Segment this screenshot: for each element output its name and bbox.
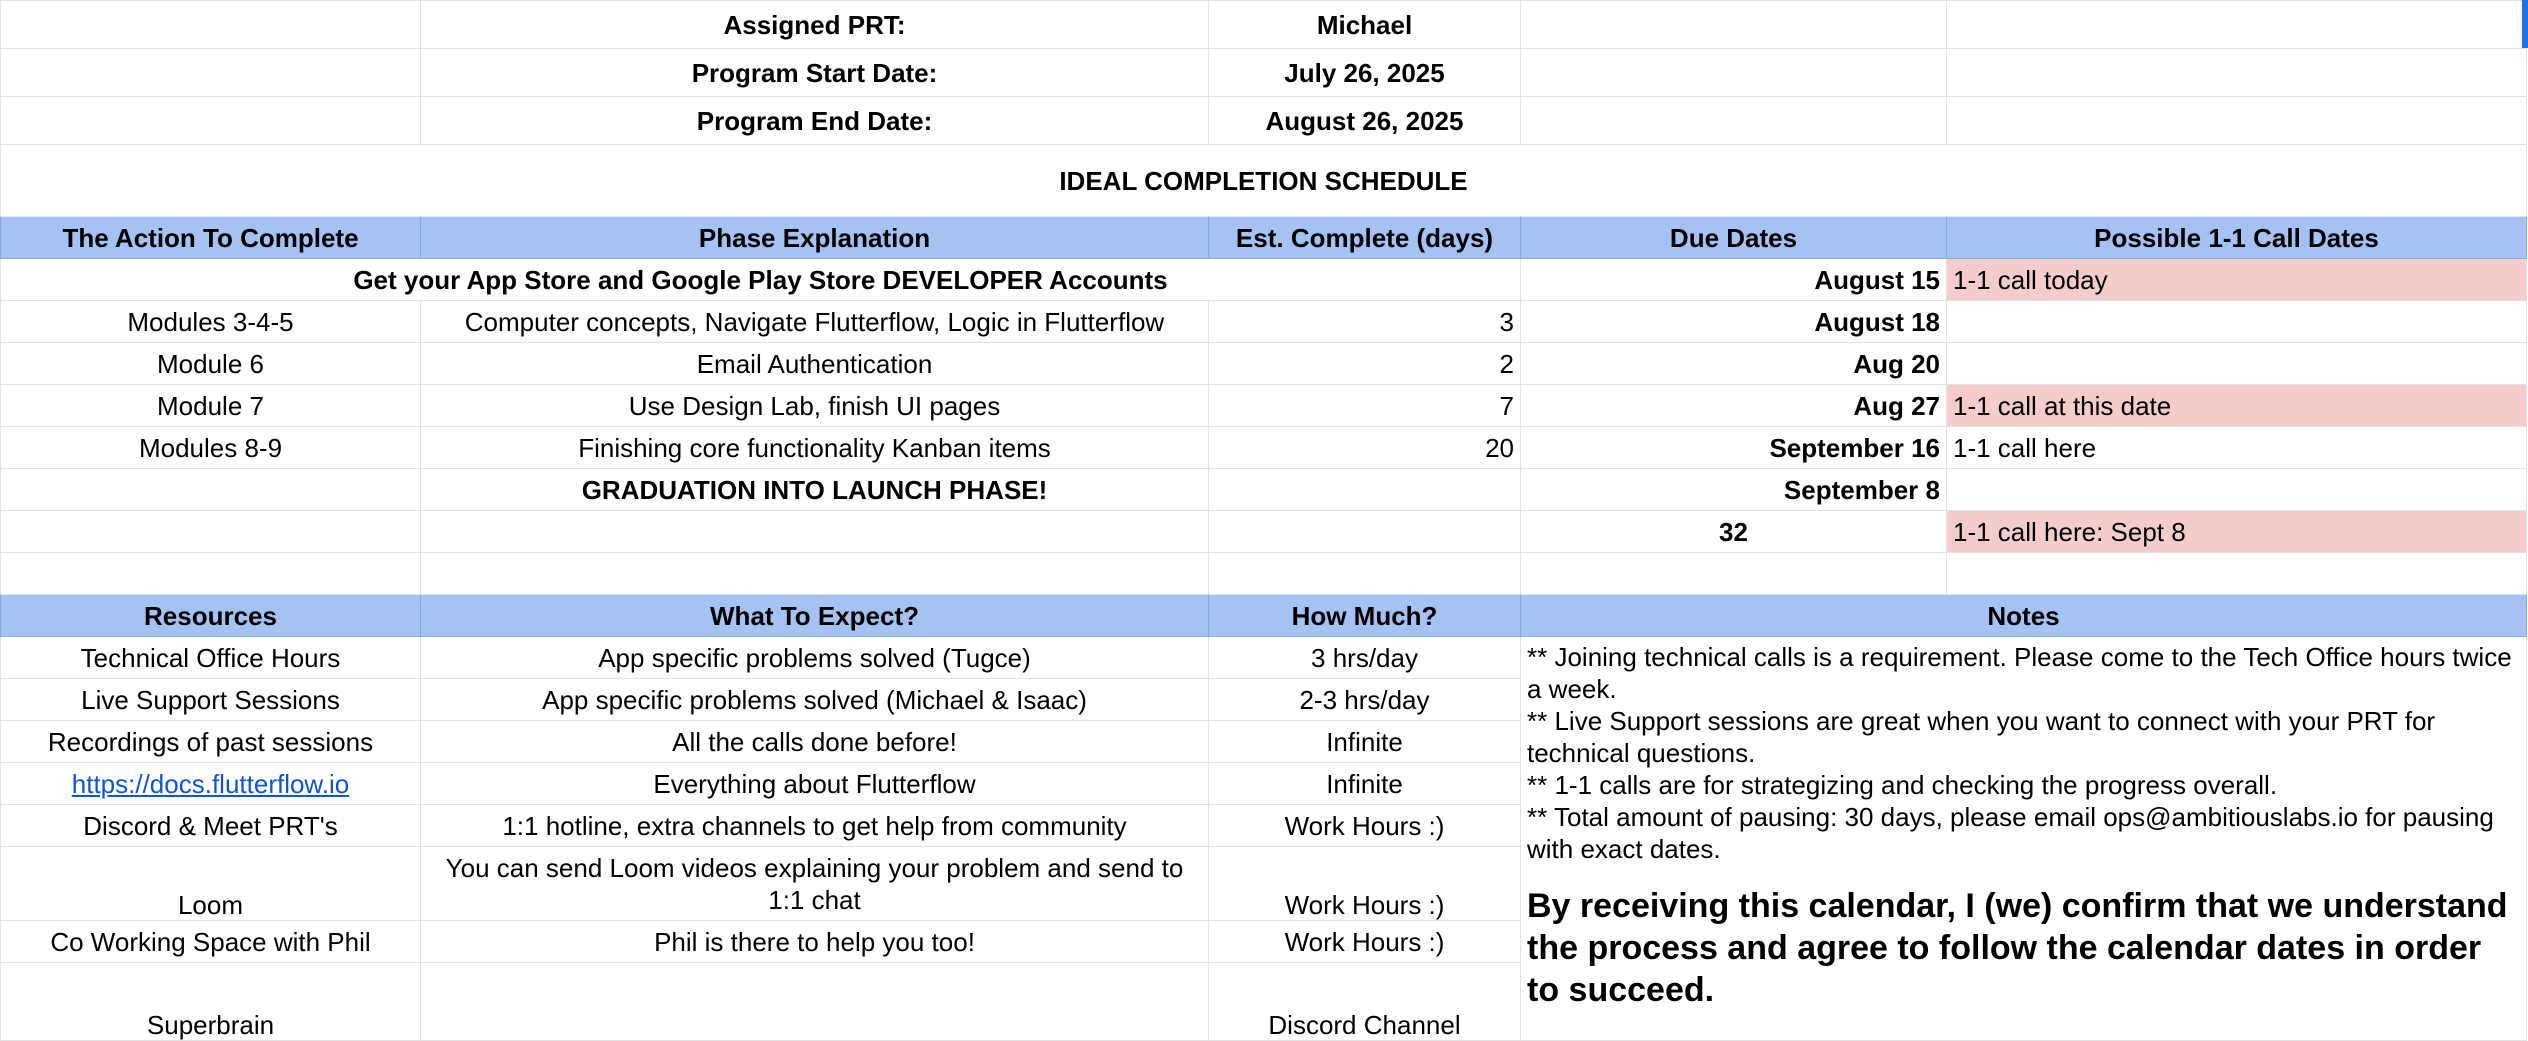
- col-header-days[interactable]: Est. Complete (days): [1209, 217, 1521, 259]
- cell[interactable]: [1, 97, 421, 145]
- resource-name[interactable]: Co Working Space with Phil: [1, 921, 421, 963]
- cell[interactable]: [1521, 97, 1947, 145]
- resource-expect[interactable]: [421, 963, 1209, 1041]
- flutterflow-docs-link[interactable]: https://docs.flutterflow.io: [71, 768, 350, 799]
- cell[interactable]: [1, 469, 421, 511]
- col-header-due[interactable]: Due Dates: [1521, 217, 1947, 259]
- assigned-prt-value[interactable]: Michael: [1209, 1, 1521, 49]
- cell[interactable]: [1947, 553, 2527, 595]
- cell[interactable]: [1209, 511, 1521, 553]
- cell[interactable]: [1521, 49, 1947, 97]
- total-days[interactable]: 32: [1521, 511, 1947, 553]
- call-date[interactable]: 1-1 call here: Sept 8: [1947, 511, 2527, 553]
- resource-name[interactable]: Discord & Meet PRT's: [1, 805, 421, 847]
- days-cell[interactable]: 3: [1209, 301, 1521, 343]
- col-header-expect[interactable]: What To Expect?: [421, 595, 1209, 637]
- resource-name[interactable]: Superbrain: [1, 963, 421, 1041]
- note-line: ** 1-1 calls are for strategizing and checking the progress overall.: [1527, 770, 2278, 800]
- col-header-notes[interactable]: Notes: [1521, 595, 2527, 637]
- selection-edge: [2522, 0, 2528, 48]
- program-start-label[interactable]: Program Start Date:: [421, 49, 1209, 97]
- resource-amount[interactable]: 2-3 hrs/day: [1209, 679, 1521, 721]
- action-cell[interactable]: Module 7: [1, 385, 421, 427]
- cell[interactable]: [421, 511, 1209, 553]
- cell[interactable]: [1, 553, 421, 595]
- call-date[interactable]: 1-1 call here: [1947, 427, 2527, 469]
- col-header-phase[interactable]: Phase Explanation: [421, 217, 1209, 259]
- cell[interactable]: [1209, 469, 1521, 511]
- phase-cell[interactable]: Computer concepts, Navigate Flutterflow, Logic in Flutterflow: [421, 301, 1209, 343]
- days-cell[interactable]: 2: [1209, 343, 1521, 385]
- confirmation-statement: By receiving this calendar, I (we) confirm that we understand the process and agree to follow the calendar dates in order to succeed.: [1527, 887, 2508, 1009]
- call-date[interactable]: [1947, 301, 2527, 343]
- resource-expect[interactable]: Everything about Flutterflow: [421, 763, 1209, 805]
- phase-cell[interactable]: Use Design Lab, finish UI pages: [421, 385, 1209, 427]
- call-date[interactable]: [1947, 343, 2527, 385]
- resource-amount[interactable]: Work Hours :): [1209, 847, 1521, 921]
- resource-name[interactable]: Recordings of past sessions: [1, 721, 421, 763]
- resource-amount[interactable]: Infinite: [1209, 763, 1521, 805]
- resource-amount[interactable]: Work Hours :): [1209, 805, 1521, 847]
- table-row: [1, 427, 2527, 469]
- resource-amount[interactable]: Infinite: [1209, 721, 1521, 763]
- due-date[interactable]: Aug 27: [1521, 385, 1947, 427]
- table-row: [1, 343, 2527, 385]
- col-header-action[interactable]: The Action To Complete: [1, 217, 421, 259]
- col-header-call[interactable]: Possible 1-1 Call Dates: [1947, 217, 2527, 259]
- phase-cell[interactable]: Email Authentication: [421, 343, 1209, 385]
- resource-amount[interactable]: Work Hours :): [1209, 921, 1521, 963]
- resource-amount[interactable]: 3 hrs/day: [1209, 637, 1521, 679]
- resource-expect[interactable]: You can send Loom videos explaining your problem and send to 1:1 chat: [421, 847, 1209, 921]
- program-end-label[interactable]: Program End Date:: [421, 97, 1209, 145]
- due-date[interactable]: September 8: [1521, 469, 1947, 511]
- call-date[interactable]: 1-1 call at this date: [1947, 385, 2527, 427]
- resource-expect[interactable]: Phil is there to help you too!: [421, 921, 1209, 963]
- phase-cell[interactable]: Finishing core functionality Kanban items: [421, 427, 1209, 469]
- cell[interactable]: [1, 511, 421, 553]
- schedule-title[interactable]: IDEAL COMPLETION SCHEDULE: [1, 145, 2527, 217]
- cell[interactable]: [1, 49, 421, 97]
- cell[interactable]: [1947, 1, 2527, 49]
- resource-expect[interactable]: 1:1 hotline, extra channels to get help from community: [421, 805, 1209, 847]
- cell[interactable]: [1521, 553, 1947, 595]
- graduation-label[interactable]: GRADUATION INTO LAUNCH PHASE!: [421, 469, 1209, 511]
- action-cell[interactable]: Modules 3-4-5: [1, 301, 421, 343]
- cell[interactable]: [1947, 469, 2527, 511]
- action-cell[interactable]: Module 6: [1, 343, 421, 385]
- cell[interactable]: [1947, 97, 2527, 145]
- resource-name[interactable]: Technical Office Hours: [1, 637, 421, 679]
- call-date[interactable]: 1-1 call today: [1947, 259, 2527, 301]
- col-header-resources[interactable]: Resources: [1, 595, 421, 637]
- cell[interactable]: [1521, 1, 1947, 49]
- cell[interactable]: [1, 1, 421, 49]
- due-date[interactable]: Aug 20: [1521, 343, 1947, 385]
- resource-amount[interactable]: Discord Channel: [1209, 963, 1521, 1041]
- resource-expect[interactable]: All the calls done before!: [421, 721, 1209, 763]
- days-cell[interactable]: 20: [1209, 427, 1521, 469]
- note-line: ** Total amount of pausing: 30 days, please email ops@ambitiouslabs.io for pausing with exact dates.: [1527, 802, 2494, 864]
- resource-name: [1, 763, 421, 805]
- notes-cell[interactable]: [1521, 637, 2527, 1041]
- intro-action[interactable]: Get your App Store and Google Play Store DEVELOPER Accounts: [1, 259, 1521, 301]
- cell[interactable]: [421, 553, 1209, 595]
- assigned-prt-label[interactable]: Assigned PRT:: [421, 1, 1209, 49]
- resource-expect[interactable]: App specific problems solved (Tugce): [421, 637, 1209, 679]
- program-start-value[interactable]: July 26, 2025: [1209, 49, 1521, 97]
- note-line: ** Live Support sessions are great when you want to connect with your PRT for technical questions.: [1527, 706, 2436, 768]
- col-header-amount[interactable]: How Much?: [1209, 595, 1521, 637]
- due-date[interactable]: August 15: [1521, 259, 1947, 301]
- table-row: [1, 637, 2527, 679]
- action-cell[interactable]: Modules 8-9: [1, 427, 421, 469]
- program-end-value[interactable]: August 26, 2025: [1209, 97, 1521, 145]
- note-line: ** Joining technical calls is a requirement. Please come to the Tech Office hours twice a week.: [1527, 642, 2512, 704]
- resource-name[interactable]: Loom: [1, 847, 421, 921]
- cell[interactable]: [1209, 553, 1521, 595]
- resource-name[interactable]: Live Support Sessions: [1, 679, 421, 721]
- resource-expect[interactable]: App specific problems solved (Michael & Isaac): [421, 679, 1209, 721]
- due-date[interactable]: September 16: [1521, 427, 1947, 469]
- days-cell[interactable]: 7: [1209, 385, 1521, 427]
- table-row: [1, 385, 2527, 427]
- table-row: [1, 301, 2527, 343]
- cell[interactable]: [1947, 49, 2527, 97]
- due-date[interactable]: August 18: [1521, 301, 1947, 343]
